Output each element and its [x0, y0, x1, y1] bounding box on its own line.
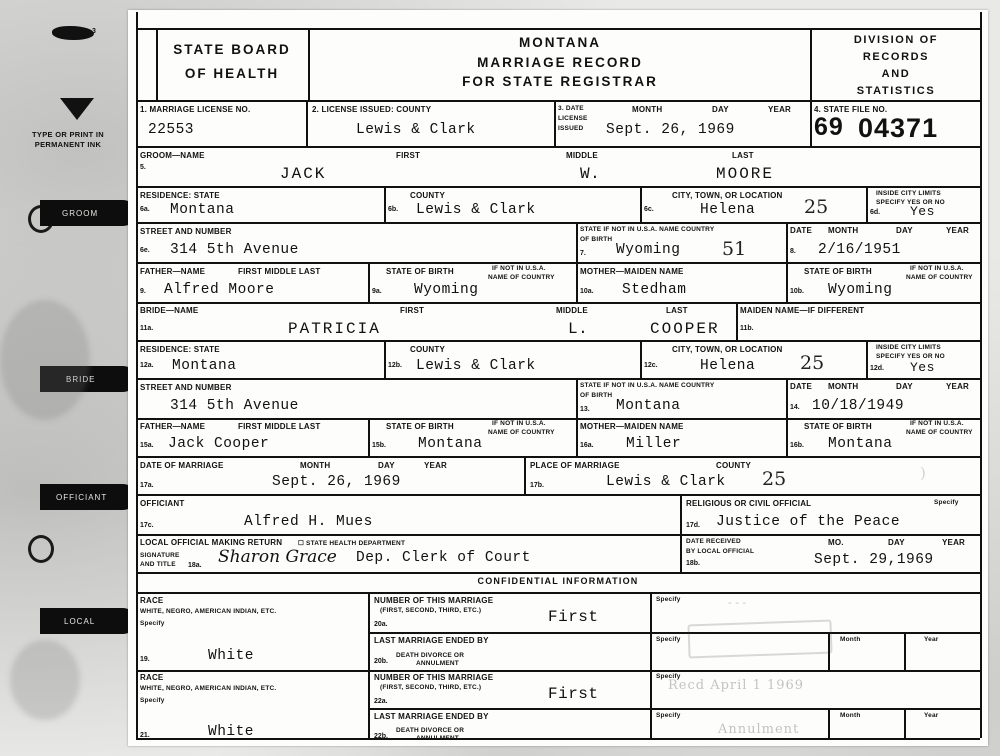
groom-mother-birth-value: Wyoming [828, 282, 893, 298]
groom-street-value: 314 5th Avenue [170, 242, 299, 258]
bride-mother-no: 16a. [580, 442, 594, 449]
bride-father-label: FATHER—NAME [140, 422, 206, 431]
officiant-sep-1 [680, 494, 682, 534]
bride-race-specify: Specify [140, 697, 165, 704]
tab-local-label: LOCAL [64, 617, 96, 626]
official-type-label: RELIGIOUS OR CIVIL OFFICIAL [686, 499, 812, 508]
license-date-label-3: ISSUED [558, 125, 584, 132]
state-health-checkbox-label: ☐ STATE HEALTH DEPARTMENT [298, 540, 406, 547]
groom-birth-label-2: OF BIRTH [580, 236, 613, 243]
bride-last-marriage-year-label: Year [924, 712, 939, 719]
local-official-bottom [136, 572, 980, 574]
bride-middle-label: MIDDLE [556, 306, 588, 315]
bride-first-label: FIRST [400, 306, 425, 315]
local-official-sep [680, 534, 682, 572]
signature-no: 18a. [188, 562, 202, 569]
marriage-place-pen-mark: 25 [762, 468, 787, 490]
bride-marriage-count-specify: Specify [656, 673, 681, 680]
license-date-year-label: YEAR [768, 105, 792, 114]
groom-marriage-count-label-1: NUMBER OF THIS MARRIAGE [374, 596, 494, 605]
marriage-place-label: PLACE OF MARRIAGE [530, 461, 620, 470]
groom-mother-birth-sub-2: NAME OF COUNTRY [906, 274, 973, 281]
groom-parents-sep-1 [368, 262, 370, 302]
ghost-annulment-text: Annulment [718, 722, 800, 737]
groom-section-label: GROOM—NAME [140, 151, 205, 160]
signature-label-1: SIGNATURE [140, 552, 180, 559]
bride-city-label: CITY, TOWN, OR LOCATION [672, 345, 783, 354]
groom-marriage-count-no: 20a. [374, 621, 388, 628]
bride-birth-label-2: OF BIRTH [580, 392, 613, 399]
groom-inside-label-1: INSIDE CITY LIMITS [876, 190, 941, 197]
bride-father-value: Jack Cooper [168, 436, 270, 452]
confidential-top-rule [136, 592, 980, 594]
type-or-print-note: TYPE OR PRINT IN PERMANENT INK [32, 130, 104, 149]
bride-race-value: White [208, 724, 255, 740]
groom-father-value: Alfred Moore [164, 282, 275, 298]
division-line4: STATISTICS [856, 85, 936, 97]
state-board-line1: STATE BOARD [173, 42, 291, 57]
bride-mother-label: MOTHER—MAIDEN NAME [580, 422, 684, 431]
officiant-label: OFFICIANT [140, 499, 185, 508]
groom-last-marriage-specify: Specify [656, 636, 681, 643]
bride-marriage-count-value: First [548, 685, 599, 703]
officiant-no: 17c. [140, 522, 154, 529]
groom-city-no: 6c. [644, 206, 654, 213]
bride-maiden-label: MAIDEN NAME—IF DIFFERENT [740, 306, 865, 315]
groom-father-birth-sub-1: IF NOT IN U.S.A. [492, 265, 546, 272]
groom-street-sep-2 [786, 222, 788, 262]
license-county-label: 2. LICENSE ISSUED: COUNTY [312, 105, 432, 114]
received-label-2: BY LOCAL OFFICIAL [686, 548, 755, 555]
tab-bride-label: BRIDE [66, 375, 96, 384]
groom-last-marriage-sub-2: ANNULMENT [416, 660, 459, 667]
bride-city-value: Helena [700, 358, 756, 374]
bride-first-value: PATRICIA [288, 320, 381, 338]
groom-item-no: 5. [140, 164, 146, 171]
bride-county-no: 12b. [388, 362, 403, 369]
title-for-state-registrar: FOR STATE REGISTRAR [462, 74, 658, 89]
groom-dob-label: DATE [790, 226, 812, 235]
bride-last-value: COOPER [650, 320, 720, 338]
marriage-place-value: Lewis & Clark [606, 474, 726, 490]
conf-bride-year-sep [904, 708, 906, 738]
groom-marriage-count-label-2: (FIRST, SECOND, THIRD, ETC.) [380, 607, 482, 614]
officiant-row-bottom [136, 534, 980, 536]
state-board-line2: OF HEALTH [184, 66, 280, 81]
groom-city-value: Helena [700, 202, 756, 218]
received-year-label: YEAR [942, 538, 966, 547]
license-no-value: 22553 [148, 122, 195, 138]
signature-handwriting: Sharon Grace [218, 547, 337, 567]
ghost-top-mark: - - - [728, 596, 747, 609]
groom-res-state-value: Montana [170, 202, 235, 218]
bride-res-state-value: Montana [172, 358, 237, 374]
edge-blob-top [52, 26, 94, 40]
groom-race-label: RACE [140, 596, 164, 605]
conf-groom-sep-1 [368, 592, 370, 670]
confidential-title: CONFIDENTIAL INFORMATION [477, 576, 639, 586]
groom-mother-birth-sub-1: IF NOT IN U.S.A. [910, 265, 964, 272]
bride-birth-value: Montana [616, 398, 681, 414]
groom-mother-label: MOTHER—MAIDEN NAME [580, 267, 684, 276]
ghost-stamp-text: Recd April 1 1969 [668, 678, 805, 693]
bride-mother-birth-no: 16b. [790, 442, 805, 449]
bride-res-sep-2 [640, 340, 642, 378]
tab-groom-label: GROOM [62, 209, 99, 218]
groom-birth-label-1: STATE IF NOT IN U.S.A. NAME COUNTRY [580, 226, 715, 233]
marriage-sep-1 [524, 456, 526, 494]
tab-officiant-label: OFFICIANT [56, 493, 108, 502]
bride-marriage-count-label-1: NUMBER OF THIS MARRIAGE [374, 673, 494, 682]
bride-dob-month-label: MONTH [828, 382, 859, 391]
bride-mother-birth-sub-1: IF NOT IN U.S.A. [910, 420, 964, 427]
groom-mother-birth-no: 10b. [790, 288, 805, 295]
conf-bride-bottom [136, 738, 980, 740]
groom-father-birth-value: Wyoming [414, 282, 479, 298]
bride-race-sub-label: WHITE, NEGRO, AMERICAN INDIAN, ETC. [140, 685, 277, 692]
received-value: Sept. 29,1969 [814, 552, 934, 568]
bride-dob-no: 14. [790, 404, 800, 411]
bride-last-marriage-specify: Specify [656, 712, 681, 719]
signature-title-value: Dep. Clerk of Court [356, 550, 531, 566]
groom-inside-value: Yes [910, 204, 935, 219]
groom-parents-sep-3 [786, 262, 788, 302]
groom-last-value: MOORE [716, 165, 775, 183]
groom-parents-bottom [136, 302, 980, 304]
groom-birth-value: Wyoming [616, 242, 681, 258]
marriage-row-bottom [136, 494, 980, 496]
bride-father-birth-label: STATE OF BIRTH [386, 422, 454, 431]
marriage-record-form [128, 10, 988, 746]
groom-father-birth-sub-2: NAME OF COUNTRY [488, 274, 555, 281]
header-col-1 [156, 28, 158, 100]
groom-mother-birth-label: STATE OF BIRTH [804, 267, 872, 276]
state-file-label: 4. STATE FILE NO. [814, 105, 888, 114]
marriage-date-no: 17a. [140, 482, 154, 489]
bride-parents-bottom [136, 456, 980, 458]
bride-city-pen-mark: 25 [800, 352, 825, 374]
license-county-value: Lewis & Clark [356, 122, 476, 138]
marriage-date-year-label: YEAR [424, 461, 448, 470]
license-date-label-2: LICENSE [558, 115, 588, 122]
bride-mother-birth-value: Montana [828, 436, 893, 452]
title-montana: MONTANA [519, 35, 601, 50]
marriage-place-county-label: COUNTY [716, 461, 751, 470]
bride-race-no: 21. [140, 732, 150, 739]
groom-marriage-count-specify: Specify [656, 596, 681, 603]
conf-groom-sep-2 [650, 592, 652, 670]
received-label-1: DATE RECEIVED [686, 538, 741, 545]
conf-groom-year-sep [904, 632, 906, 670]
ghost-stamp-box [687, 619, 832, 658]
border-right [980, 12, 982, 738]
state-file-value: 04371 [858, 113, 939, 143]
bride-mother-birth-label: STATE OF BIRTH [804, 422, 872, 431]
bride-father-no: 15a. [140, 442, 154, 449]
groom-last-marriage-sub: DEATH DIVORCE OR [396, 652, 465, 659]
conf-bride-month-sep [828, 708, 830, 738]
groom-birth-no: 7. [580, 250, 586, 257]
bride-res-sep-3 [866, 340, 868, 378]
marriage-date-value: Sept. 26, 1969 [272, 474, 401, 490]
bride-dob-day-label: DAY [896, 382, 913, 391]
bride-name-bottom [136, 340, 980, 342]
groom-father-birth-label: STATE OF BIRTH [386, 267, 454, 276]
groom-street-bottom [136, 262, 980, 264]
division-line2: RECORDS [862, 51, 930, 63]
conf-bride-sep-1 [368, 670, 370, 738]
groom-street-sep-1 [576, 222, 578, 262]
bride-res-state-no: 12a. [140, 362, 154, 369]
bride-street-label: STREET AND NUMBER [140, 383, 232, 392]
bride-section-label: BRIDE—NAME [140, 306, 199, 315]
groom-father-no: 9. [140, 288, 146, 295]
marriage-date-month-label: MONTH [300, 461, 331, 470]
bride-last-label: LAST [666, 306, 688, 315]
bride-dob-year-label: YEAR [946, 382, 970, 391]
groom-father-birth-no: 9a. [372, 288, 382, 295]
groom-mother-value: Stedham [622, 282, 687, 298]
groom-parents-sep-2 [576, 262, 578, 302]
bride-marriage-count-no: 22a. [374, 698, 388, 705]
bride-dob-label: DATE [790, 382, 812, 391]
groom-dob-no: 8. [790, 248, 796, 255]
groom-residence-bottom [136, 222, 980, 224]
groom-father-label: FATHER—NAME [140, 267, 206, 276]
bride-residence-bottom [136, 378, 980, 380]
license-date-value: Sept. 26, 1969 [606, 122, 735, 138]
bride-race-label: RACE [140, 673, 164, 682]
groom-mother-no: 10a. [580, 288, 594, 295]
groom-birth-pen-mark: 51 [722, 238, 747, 260]
marriage-date-day-label: DAY [378, 461, 395, 470]
groom-dob-year-label: YEAR [946, 226, 970, 235]
received-mo-label: MO. [828, 538, 844, 547]
state-file-prefix: 69 [814, 113, 844, 141]
bride-last-marriage-sub-2: ANNULMENT [416, 735, 459, 742]
bride-maiden-no: 11b. [740, 325, 754, 332]
bride-father-birth-sub-1: IF NOT IN U.S.A. [492, 420, 546, 427]
groom-dob-day-label: DAY [896, 226, 913, 235]
groom-street-label: STREET AND NUMBER [140, 227, 232, 236]
groom-res-sep-2 [640, 186, 642, 222]
header-bottom-rule [136, 100, 980, 102]
bride-street-bottom [136, 418, 980, 420]
groom-last-marriage-year-label: Year [924, 636, 939, 643]
faint-pen-scratch: ) [920, 464, 926, 482]
bride-dob-value: 10/18/1949 [812, 398, 905, 414]
bride-last-marriage-month-label: Month [840, 712, 861, 719]
conf-groom-bottom [136, 670, 980, 672]
license-sep-1 [306, 100, 308, 146]
bride-inside-label-2: SPECIFY YES OR NO [876, 353, 945, 360]
groom-res-sep-1 [384, 186, 386, 222]
bride-father-birth-value: Montana [418, 436, 483, 452]
groom-county-value: Lewis & Clark [416, 202, 536, 218]
marriage-place-no: 17b. [530, 482, 545, 489]
bride-parents-sep-3 [786, 418, 788, 456]
groom-inside-no: 6d. [870, 209, 881, 216]
bride-inside-no: 12d. [870, 365, 885, 372]
division-line3: AND [881, 68, 911, 80]
groom-city-label: CITY, TOWN, OR LOCATION [672, 191, 783, 200]
bride-father-birth-no: 15b. [372, 442, 387, 449]
license-date-month-label: MONTH [632, 105, 663, 114]
official-type-no: 17d. [686, 522, 701, 529]
bride-father-sub-label: FIRST MIDDLE LAST [238, 422, 321, 431]
license-no-label: 1. MARRIAGE LICENSE NO. [140, 105, 251, 114]
copy-smudge-2 [10, 640, 80, 720]
local-official-label: LOCAL OFFICIAL MAKING RETURN [140, 538, 283, 547]
bride-mother-value: Miller [626, 436, 682, 452]
license-row-bottom [136, 146, 980, 148]
bride-residence-label: RESIDENCE: STATE [140, 345, 220, 354]
conf-bride-midrule [368, 708, 980, 710]
bride-maiden-sep [736, 302, 738, 340]
header-top-rule [136, 28, 980, 30]
received-day-label: DAY [888, 538, 905, 547]
groom-first-label: FIRST [396, 151, 421, 160]
groom-father-sub-label: FIRST MIDDLE LAST [238, 267, 321, 276]
bride-last-marriage-sub: DEATH DIVORCE OR [396, 727, 465, 734]
bride-street-sep-1 [576, 378, 578, 418]
license-date-label-1: 3. DATE [558, 105, 584, 112]
bride-city-no: 12c. [644, 362, 658, 369]
border-left [136, 12, 138, 738]
bride-parents-sep-1 [368, 418, 370, 456]
conf-groom-midrule [368, 632, 980, 634]
groom-county-no: 6b. [388, 206, 399, 213]
bride-marriage-count-label-2: (FIRST, SECOND, THIRD, ETC.) [380, 684, 482, 691]
marriage-date-label: DATE OF MARRIAGE [140, 461, 224, 470]
officiant-value: Alfred H. Mues [244, 514, 373, 530]
groom-dob-month-label: MONTH [828, 226, 859, 235]
groom-dob-value: 2/16/1951 [818, 242, 901, 258]
bride-street-value: 314 5th Avenue [170, 398, 299, 414]
groom-middle-value: W. [580, 165, 601, 183]
bride-county-value: Lewis & Clark [416, 358, 536, 374]
groom-middle-label: MIDDLE [566, 151, 598, 160]
bride-last-marriage-label: LAST MARRIAGE ENDED BY [374, 712, 489, 721]
groom-street-no: 6e. [140, 247, 150, 254]
official-type-value: Justice of the Peace [716, 514, 901, 530]
bride-parents-sep-2 [576, 418, 578, 456]
groom-city-pen-mark: 25 [804, 196, 829, 218]
groom-race-value: White [208, 648, 255, 664]
groom-marriage-count-value: First [548, 608, 599, 626]
license-date-day-label: DAY [712, 105, 729, 114]
groom-inside-label-2: SPECIFY YES OR NO [876, 199, 945, 206]
groom-last-marriage-label: LAST MARRIAGE ENDED BY [374, 636, 489, 645]
bride-inside-label-1: INSIDE CITY LIMITS [876, 344, 941, 351]
groom-race-sub-label: WHITE, NEGRO, AMERICAN INDIAN, ETC. [140, 608, 277, 615]
official-type-specify: Specify [934, 499, 959, 506]
triangle-marker [60, 98, 94, 120]
title-marriage-record: MARRIAGE RECORD [477, 55, 643, 70]
bride-street-sep-2 [786, 378, 788, 418]
groom-residence-label: RESIDENCE: STATE [140, 191, 220, 200]
license-sep-3 [810, 100, 812, 146]
division-line1: DIVISION OF [853, 34, 939, 46]
groom-race-no: 19. [140, 656, 150, 663]
license-sep-2 [554, 100, 556, 146]
groom-name-bottom [136, 186, 980, 188]
received-no: 18b. [686, 560, 701, 567]
bride-item-no: 11a. [140, 325, 154, 332]
conf-bride-sep-2 [650, 670, 652, 738]
bride-father-birth-sub-2: NAME OF COUNTRY [488, 429, 555, 436]
bride-inside-value: Yes [910, 360, 935, 375]
groom-last-marriage-no: 20b. [374, 658, 389, 665]
groom-last-marriage-month-label: Month [840, 636, 861, 643]
groom-county-label: COUNTY [410, 191, 445, 200]
groom-first-value: JACK [280, 165, 327, 183]
groom-last-label: LAST [732, 151, 754, 160]
signature-label-2: AND TITLE [140, 561, 176, 568]
bride-res-sep-1 [384, 340, 386, 378]
bride-last-marriage-no: 22b. [374, 733, 389, 740]
bride-mother-birth-sub-2: NAME OF COUNTRY [906, 429, 973, 436]
bride-birth-label-1: STATE IF NOT IN U.S.A. NAME COUNTRY [580, 382, 715, 389]
edge-mark-number: 3 [92, 28, 96, 35]
groom-res-state-no: 6a. [140, 206, 150, 213]
bride-middle-value: L. [568, 320, 589, 338]
copy-smudge-1 [0, 300, 90, 420]
groom-res-sep-3 [866, 186, 868, 222]
punch-ring-2 [28, 535, 54, 563]
groom-race-specify: Specify [140, 620, 165, 627]
bride-county-label: COUNTY [410, 345, 445, 354]
bride-birth-no: 13. [580, 406, 590, 413]
